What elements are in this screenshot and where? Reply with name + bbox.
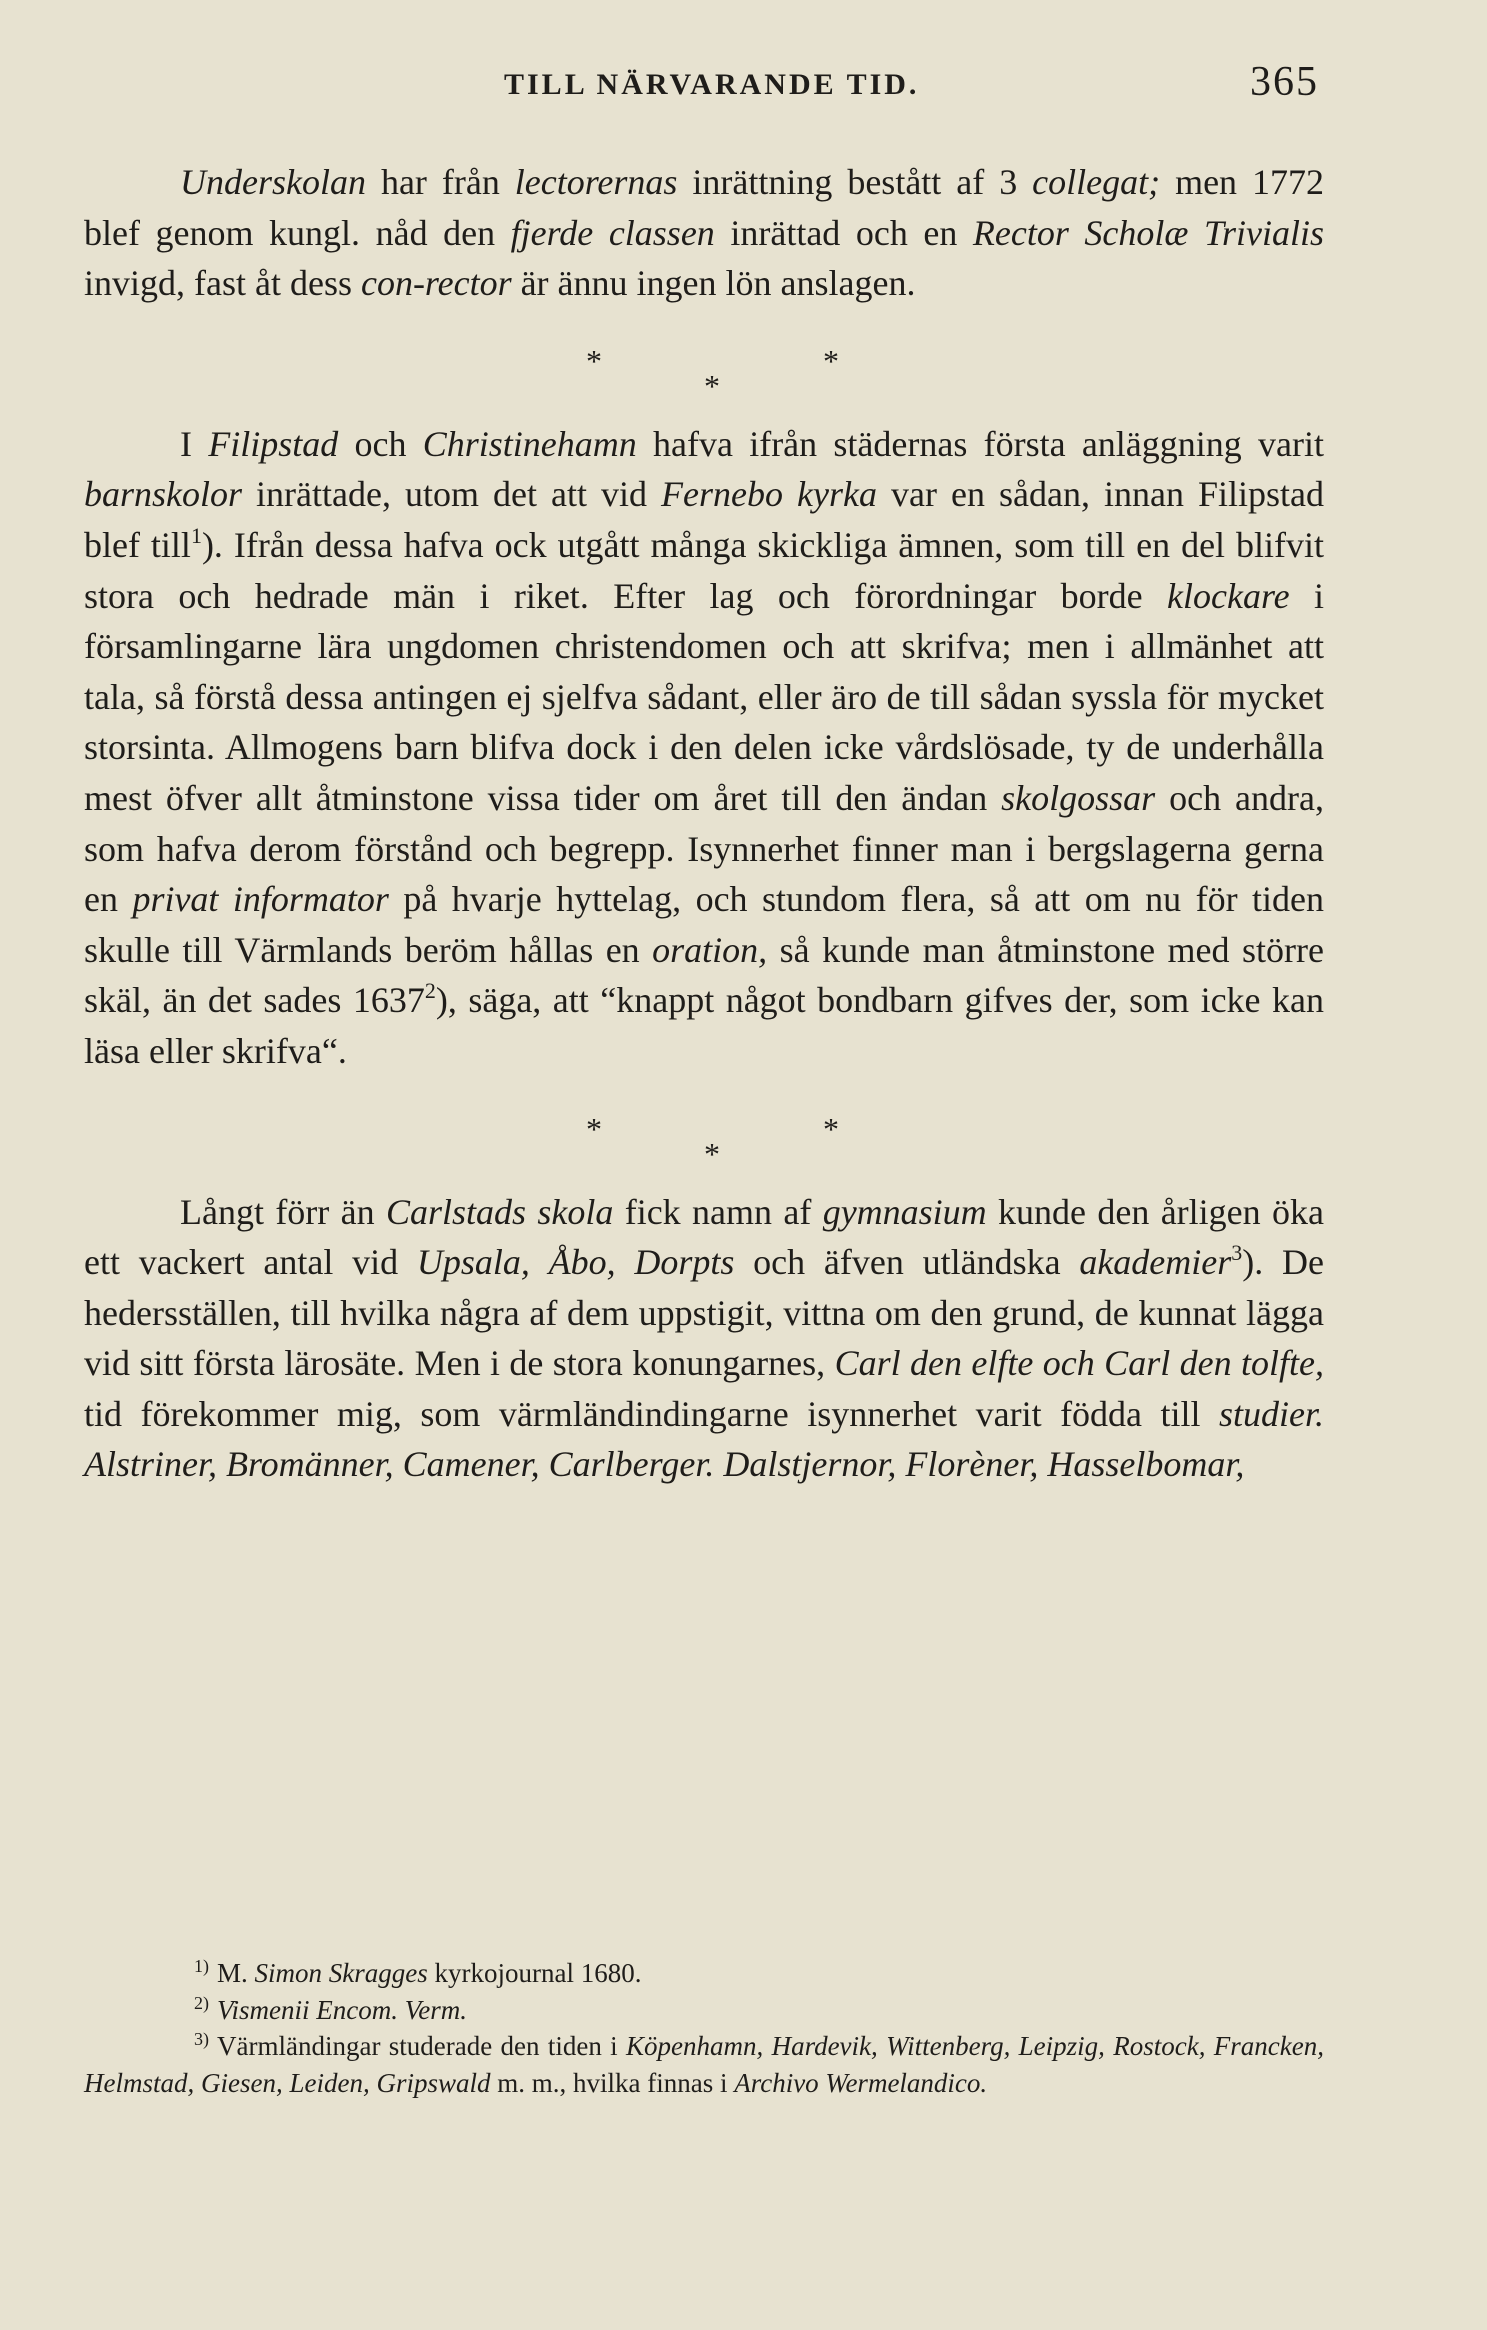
- asterism-star: *: [704, 1135, 720, 1172]
- text-span: Alstriner, Bromänner, Camener, Carlberger. Dalstjernor, Florèner, Hasselbomar,: [84, 1444, 1245, 1485]
- text-span: invigd, fast åt dess: [84, 263, 361, 304]
- asterism-star: *: [823, 1110, 839, 1147]
- text-span: Fernebo kyrka: [661, 474, 877, 515]
- text-span: akademier: [1079, 1242, 1232, 1283]
- text-span: lectorernas: [514, 162, 678, 202]
- text-span: och äfven utländska: [734, 1242, 1080, 1283]
- page-header: [84, 58, 1319, 118]
- paragraph-filipstad: [84, 419, 1324, 1077]
- asterism-divider: [84, 313, 1324, 413]
- text-span: inrättad och en: [714, 212, 973, 253]
- text-span: collegat;: [1032, 162, 1161, 202]
- footnote-mark: 3): [194, 2029, 209, 2049]
- text-span: ). De hedersställen, till hvilka några af dem uppstigit, vittna om den grund, de kunnat lägga vid sitt första lärosäte. Men i de stora konungarnes,: [84, 1242, 1324, 1384]
- text-span: barnskolor: [84, 474, 243, 515]
- text-span: men 1772 blef genom kungl. nåd den: [84, 162, 1325, 253]
- text-span: oration,: [652, 929, 768, 970]
- text-span: var en sådan, innan Filipstad blef till: [84, 474, 1324, 565]
- footnotes: [84, 1955, 1324, 2101]
- footnote-mark: 1): [194, 1956, 209, 1976]
- text-span: på hvarje hyttelag, och stundom flera, så att om nu för tiden skulle till Värmlands beröm hållas en: [84, 879, 1325, 970]
- text-span: Upsala, Åbo, Dorpts: [416, 1242, 735, 1283]
- asterism-divider: [84, 1081, 1324, 1181]
- text-span: tid förekommer mig, som värmländindingarne isynnerhet varit födda till: [84, 1393, 1219, 1434]
- text-span: privat informator: [132, 879, 389, 920]
- text-span: hafva ifrån städernas första anläggning varit: [636, 423, 1325, 464]
- body-text: [84, 157, 1324, 1490]
- footnote-mark: 2): [194, 1992, 209, 2013]
- text-span: m. m., hvilka finnas i: [490, 2067, 735, 2098]
- text-span: gymnasium: [822, 1191, 987, 1232]
- text-span: Vismenii Encom. Verm.: [217, 1994, 467, 2025]
- text-span: studier.: [1218, 1393, 1324, 1434]
- running-title: TILL NÄRVARANDE TID.: [504, 68, 920, 101]
- paragraph-carlstad: [84, 1187, 1324, 1491]
- footnote-3: [84, 2028, 1324, 2101]
- text-span: i församlingarne lära ungdomen christendomen och att skrifva; men i allmänhet att tala, så förstå dessa antingen ej sjelfva sådant, eller äro de till sådan syssla för mycket storsinta. Allmogens barn blifva dock i den delen icke vårdslösade, ty de underhålla mest öfver allt åtminstone vissa tider om året till den ändan: [84, 575, 1324, 818]
- text-span: så kunde man åtminstone med större skäl, än det sades 1637: [84, 929, 1324, 1021]
- text-span: con-rector: [360, 263, 512, 304]
- text-span: och andra, som hafva derom förstånd och begrepp. Isynnerhet finner man i bergslagerna gerna en: [84, 777, 1324, 920]
- text-span: har från: [365, 162, 515, 202]
- text-span: kunde den årligen öka ett vackert antal vid: [84, 1191, 1324, 1283]
- asterism-star: *: [704, 367, 720, 404]
- asterism-star: *: [586, 1110, 602, 1147]
- text-span: fick namn af: [613, 1191, 823, 1232]
- text-span: I: [180, 423, 209, 464]
- page-number: 365: [1250, 59, 1319, 105]
- text-span: är ännu ingen lön anslagen.: [511, 263, 916, 304]
- footnote-ref: 2: [424, 978, 436, 1004]
- text-span: Långt förr än: [180, 1191, 386, 1232]
- text-span: Värmländingar studerade den tiden i: [217, 2031, 626, 2061]
- text-span: klockare: [1167, 575, 1290, 616]
- text-span: Christinehamn: [422, 423, 637, 464]
- text-span: ), säga, att “knappt något bondbarn gifves der, som icke kan läsa eller skrifva“.: [84, 980, 1324, 1071]
- asterism-star: *: [586, 342, 602, 379]
- text-span: och: [338, 423, 423, 464]
- text-span: Simon Skragges: [254, 1958, 428, 1988]
- text-span: Carlstads skola: [385, 1191, 614, 1232]
- text-span: M.: [217, 1958, 255, 1988]
- text-span: ). Ifrån dessa hafva ock utgått många skickliga ämnen, som till en del blifvit stora och hedrade män i riket. Efter lag och förordningar borde: [84, 524, 1324, 616]
- text-span: Archivo Wermelandico.: [734, 2067, 988, 2098]
- text-span: kyrkojournal 1680.: [427, 1958, 642, 1988]
- text-span: Underskolan: [180, 162, 366, 202]
- footnote-1: [84, 1955, 1324, 1992]
- text-span: Filipstad: [208, 423, 339, 464]
- text-span: skolgossar: [1001, 777, 1156, 818]
- footnote-ref: 1: [190, 522, 202, 548]
- text-span: fjerde classen: [510, 212, 715, 253]
- text-span: Carl den elfte och Carl den tolfte,: [834, 1343, 1325, 1384]
- paragraph-underskolan: [84, 157, 1324, 309]
- text-span: inrättade, utom det att vid: [242, 474, 662, 515]
- text-span: inrättning bestått af 3: [677, 162, 1033, 202]
- footnote-2: [84, 1992, 1324, 2029]
- text-span: Rector Scholæ Trivialis: [972, 212, 1324, 253]
- text-span: Köpenhamn, Hardevik, Wittenberg, Leipzig, Rostock, Francken, Helmstad, Giesen, Leiden, Gripswald: [84, 2031, 1324, 2098]
- footnote-ref: 3: [1231, 1240, 1243, 1266]
- asterism-star: *: [823, 342, 839, 379]
